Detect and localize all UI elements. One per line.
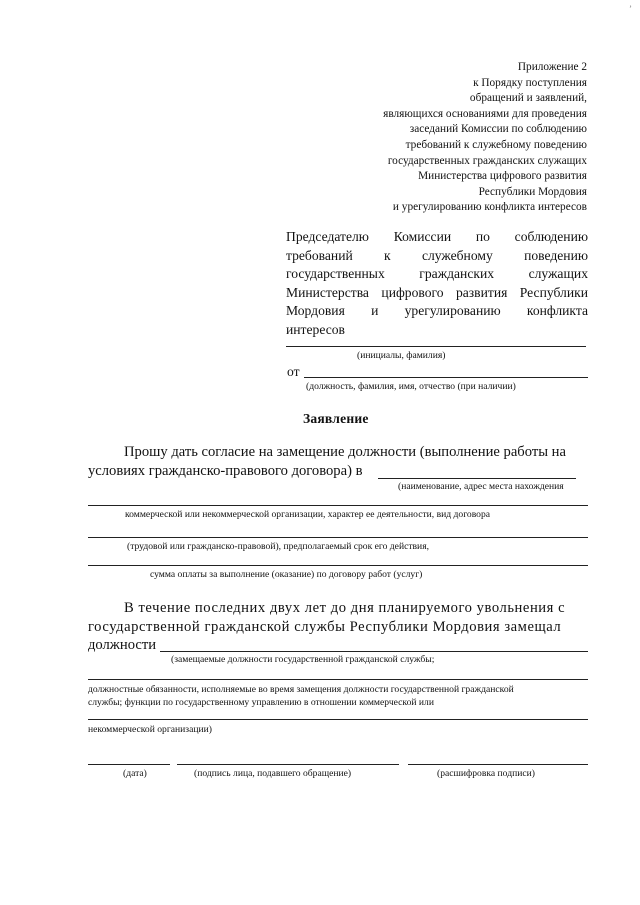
addressee-line: Председателю Комиссии по соблюдению (286, 229, 588, 244)
duties-line: должностные обязанности, исполняемые во время замещения должности государственной гражданской (88, 684, 514, 695)
duties-text (88, 683, 593, 709)
addressee-line: Министерства цифрового развития Республики (286, 284, 588, 300)
payment-hint: сумма оплаты за выполнение (оказание) по договору работ (услуг) (150, 569, 423, 580)
appendix-line: требований к служебному поведению (405, 138, 587, 151)
duties-field-line[interactable] (88, 679, 588, 680)
decode-field-line[interactable] (408, 764, 588, 765)
date-hint: (дата) (123, 768, 147, 779)
addressee-line: интересов (286, 321, 345, 337)
statement-para1-line2: условиях гражданско-правового договора) в (88, 463, 363, 479)
from-field-line[interactable] (304, 377, 588, 378)
payment-field-line[interactable] (88, 565, 588, 566)
contract-hint: (трудовой или гражданско-правовой), предполагаемый срок его действия, (127, 541, 430, 552)
date-field-line[interactable] (88, 764, 170, 765)
position-hint: (должность, фамилия, имя, отчество (при наличии) (306, 381, 516, 392)
appendix-line: к Порядку поступления (473, 76, 587, 89)
signature-field-line[interactable] (177, 764, 399, 765)
organization-hint: (наименование, адрес места нахождения (398, 481, 564, 492)
decode-hint: (расшифровка подписи) (437, 768, 535, 779)
organization-extra-field-line[interactable] (88, 719, 588, 720)
appendix-line: Министерства цифрового развития (418, 170, 587, 183)
appendix-line: Приложение 2 (517, 61, 587, 73)
contract-field-line[interactable] (88, 537, 588, 538)
statement-title: Заявление (303, 411, 369, 426)
appendix-line: являющихся основаниями для проведения (383, 107, 587, 120)
appendix-header (287, 60, 587, 216)
signature-hint: (подпись лица, подавшего обращение) (194, 768, 352, 779)
addressee-line: государственных гражданских служащих (286, 266, 588, 281)
appendix-line: обращений и заявлений, (469, 92, 587, 105)
organization-field-line[interactable] (378, 478, 576, 479)
duties-line: службы; функции по государственному управлению в отношении коммерческой или (88, 697, 434, 708)
addressee-block (286, 228, 588, 339)
addressee-line: требований к служебному поведению (286, 247, 588, 263)
statement-para2-line3: должности (88, 637, 157, 653)
addressee-line: Мордовия и урегулированию конфликта (286, 303, 588, 318)
statement-para1-line1: Прошу дать согласие на замещение должности (выполнение работы на (124, 444, 566, 460)
organization-hint-2: коммерческой или некоммерческой организации, характер ее деятельности, вид договора (125, 509, 491, 520)
initials-hint: (инициалы, фамилия) (357, 350, 446, 361)
from-label: от (287, 364, 300, 379)
initials-field-line[interactable] (286, 346, 586, 347)
appendix-line: Республики Мордовия (478, 185, 587, 198)
appendix-line: и урегулированию конфликта интересов (392, 201, 587, 214)
organization-field-line-2[interactable] (88, 505, 588, 506)
corner-mark: ’ (629, 4, 632, 14)
organization-extra-hint: некоммерческой организации) (88, 724, 212, 735)
positions-hint: (замещаемые должности государственной гражданской службы; (171, 654, 435, 665)
appendix-line: заседаний Комиссии по соблюдению (409, 123, 587, 136)
appendix-line: государственных гражданских служащих (387, 154, 587, 167)
statement-para2-line1: В течение последних двух лет до дня планируемого увольнения с (124, 600, 566, 616)
positions-field-line[interactable] (160, 651, 588, 652)
statement-para2-line2: государственной гражданской службы Республики Мордовия замещал (88, 619, 562, 635)
